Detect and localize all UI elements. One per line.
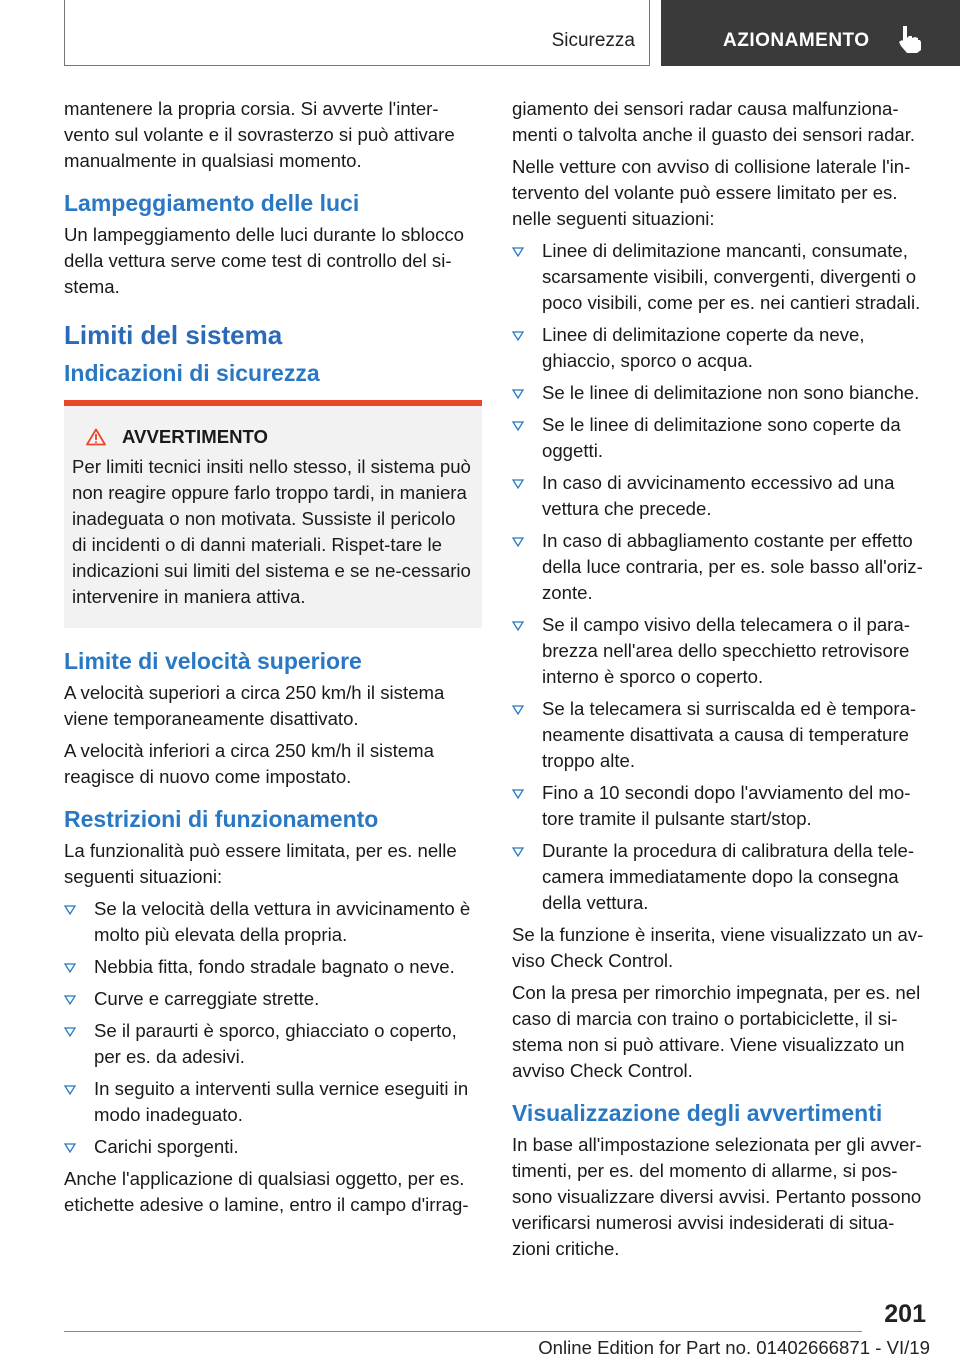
warning-text: Per limiti tecnici insiti nello stesso, il sistema può non reagire oppure farlo troppo tardi, in maniera inadeguata o non motivata. Sussiste il pericolo di incidenti o di danni materiali. Rispet-tare le indicazioni sui limiti del sistema e se ne-cessario intervenire in maniera attiva. — [72, 456, 471, 607]
heading-speed-limit: Limite di velocità superiore — [64, 648, 362, 674]
bullet-triangle-icon — [512, 847, 524, 857]
bullet-triangle-icon — [512, 479, 524, 489]
list-item: In seguito a interventi sulla vernice eseguiti in modo inadeguato. — [64, 1076, 482, 1128]
section-title: Sicurezza — [551, 30, 635, 51]
list-item: Se il campo visivo della telecamera o il para-brezza nell'area dello specchietto retrovisore interno è sporco o coperto. — [512, 612, 928, 690]
paragraph: mantenere la propria corsia. Si avverte l'inter-vento sul volante e il sovrasterzo si può attivare manualmente in qualsiasi momento. — [64, 98, 455, 171]
bullet-triangle-icon — [512, 421, 524, 431]
list-item: Nebbia fitta, fondo stradale bagnato o neve. — [64, 954, 482, 980]
pointing-hand-icon — [897, 24, 923, 54]
paragraph: Se la funzione è inserita, viene visualizzato un av-viso Check Control. — [512, 924, 924, 971]
bullet-triangle-icon — [512, 247, 524, 257]
paragraph: Anche l'applicazione di qualsiasi oggetto, per es. etichette adesive o lamine, entro il campo d'irrag- — [64, 1168, 469, 1215]
list-item: Se la velocità della vettura in avvicinamento è molto più elevata della propria. — [64, 896, 482, 948]
warning-label: AVVERTIMENTO — [122, 426, 269, 447]
heading-light-flash: Lampeggiamento delle luci — [64, 190, 360, 216]
bullet-triangle-icon — [64, 1085, 76, 1095]
list-item: Se le linee di delimitazione sono coperte da oggetti. — [512, 412, 928, 464]
side-collision-list — [512, 238, 928, 916]
footer-divider — [64, 1331, 862, 1332]
list-item: Se il paraurti è sporco, ghiacciato o coperto, per es. da adesivi. — [64, 1018, 482, 1070]
header-chapter-box — [661, 0, 960, 66]
header-section-box — [64, 0, 650, 66]
paragraph: La funzionalità può essere limitata, per es. nelle seguenti situazioni: — [64, 840, 457, 887]
list-item: Linee di delimitazione mancanti, consumate, scarsamente visibili, convergenti, divergenti o poco visibili, come per es. nei cantieri stradali. — [512, 238, 928, 316]
list-item: Durante la procedura di calibratura della tele-camera immediatamente dopo la consegna della vettura. — [512, 838, 928, 916]
restrictions-list — [64, 896, 482, 1160]
paragraph: Con la presa per rimorchio impegnata, per es. nel caso di marcia con traino o portabiciclette, il si-stema non si può attivare. Viene visualizzato un avviso Check Control. — [512, 982, 921, 1081]
bullet-triangle-icon — [512, 389, 524, 399]
bullet-triangle-icon — [64, 1143, 76, 1153]
warning-title — [72, 426, 472, 448]
bullet-triangle-icon — [512, 537, 524, 547]
list-item: Linee di delimitazione coperte da neve, ghiaccio, sporco o acqua. — [512, 322, 928, 374]
list-item: In caso di abbagliamento costante per effetto della luce contraria, per es. sole basso all'oriz-zonte. — [512, 528, 928, 606]
warning-box — [64, 400, 482, 628]
paragraph: Un lampeggiamento delle luci durante lo sblocco della vettura serve come test di controllo del si-stema. — [64, 224, 465, 297]
heading-restrictions: Restrizioni di funzionamento — [64, 806, 379, 832]
bullet-triangle-icon — [512, 789, 524, 799]
list-item: Fino a 10 secondi dopo l'avviamento del mo-tore tramite il pulsante start/stop. — [512, 780, 928, 832]
list-item: In caso di avvicinamento eccessivo ad una vettura che precede. — [512, 470, 928, 522]
chapter-title: AZIONAMENTO — [723, 30, 870, 51]
edition-footer: Online Edition for Part no. 01402666871 - VI/19 — [538, 1337, 930, 1358]
warning-triangle-icon — [86, 428, 106, 446]
list-item: Curve e carreggiate strette. — [64, 986, 482, 1012]
list-item: Se le linee di delimitazione non sono bianche. — [512, 380, 928, 406]
page-number: 201 — [884, 1300, 926, 1328]
bullet-triangle-icon — [64, 905, 76, 915]
paragraph: A velocità inferiori a circa 250 km/h il sistema reagisce di nuovo come impostato. — [64, 740, 434, 787]
paragraph: giamento dei sensori radar causa malfunziona-menti o talvolta anche il guasto dei sensori radar. — [512, 98, 916, 145]
heading-warning-display: Visualizzazione degli avvertimenti — [512, 1100, 883, 1126]
right-column — [512, 96, 928, 1268]
heading-system-limits: Limiti del sistema — [64, 320, 283, 350]
bullet-triangle-icon — [64, 995, 76, 1005]
paragraph: A velocità superiori a circa 250 km/h il sistema viene temporaneamente disattivato. — [64, 682, 445, 729]
bullet-triangle-icon — [512, 705, 524, 715]
paragraph: In base all'impostazione selezionata per gli avver-timenti, per es. del momento di allarme, si pos-sono visualizzare diversi avvisi. Pertanto possono verificarsi numerosi avvisi indesiderati di situa-zioni critiche. — [512, 1134, 922, 1259]
heading-safety-notes: Indicazioni di sicurezza — [64, 360, 320, 386]
paragraph: Nelle vetture con avviso di collisione laterale l'in-tervento del volante può essere limitato per es. nelle seguenti situazioni: — [512, 156, 911, 229]
list-item: Se la telecamera si surriscalda ed è tempora-neamente disattivata a causa di temperature troppo alte. — [512, 696, 928, 774]
left-column — [64, 96, 482, 1224]
bullet-triangle-icon — [64, 963, 76, 973]
bullet-triangle-icon — [512, 621, 524, 631]
bullet-triangle-icon — [512, 331, 524, 341]
bullet-triangle-icon — [64, 1027, 76, 1037]
list-item: Carichi sporgenti. — [64, 1134, 482, 1160]
